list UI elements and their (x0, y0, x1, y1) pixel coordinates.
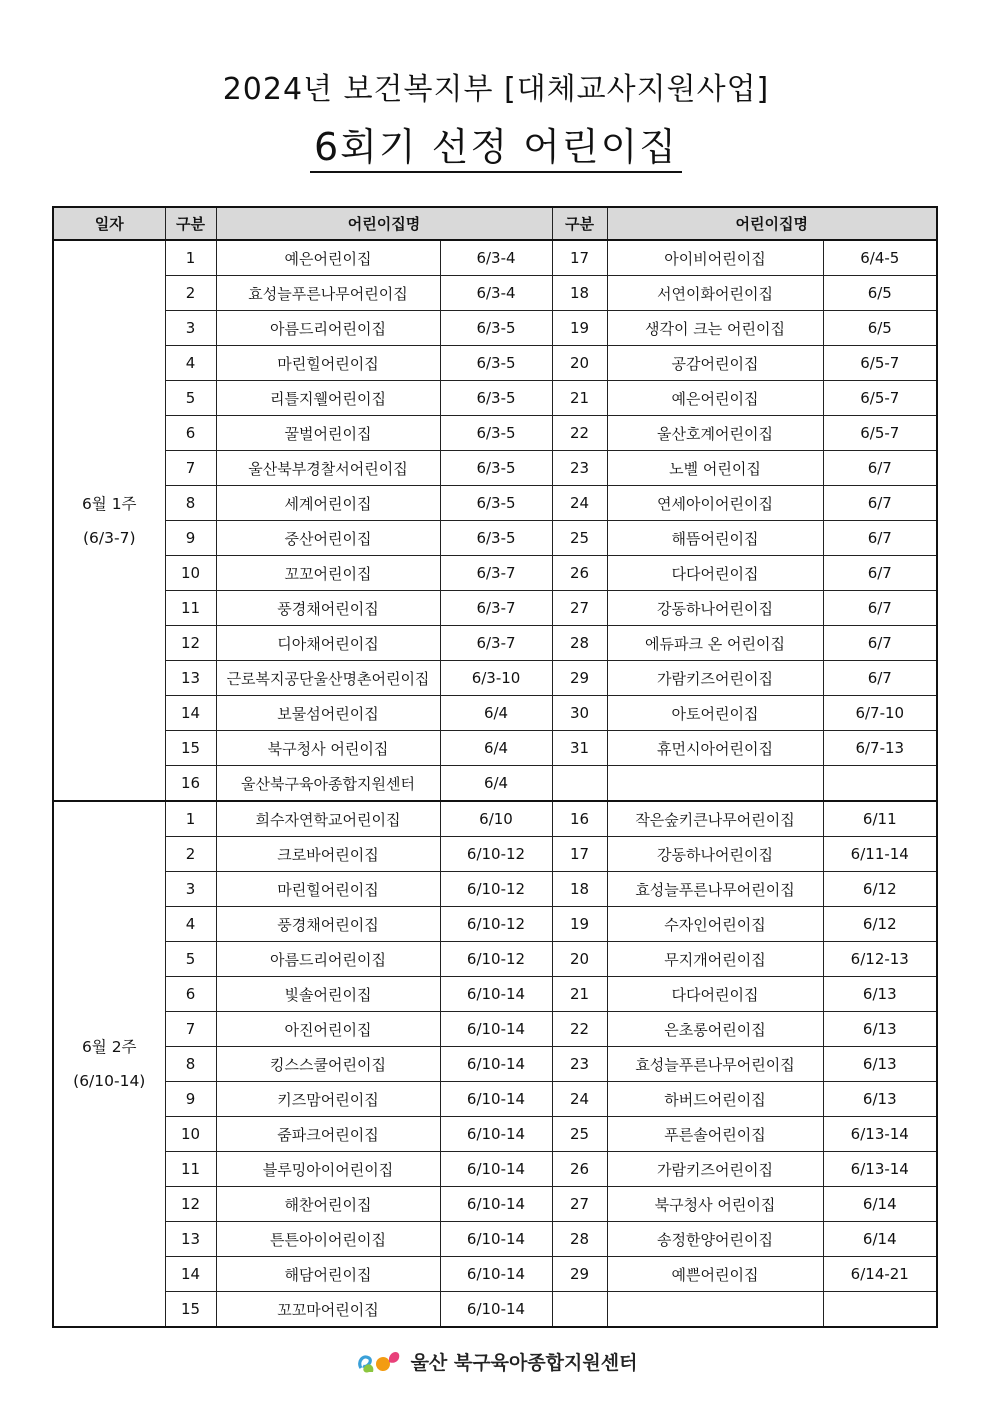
support-dates: 6/3-7 (440, 591, 552, 626)
daycare-name: 울산북구육아종합지원센터 (216, 766, 440, 802)
row-number: 4 (165, 346, 216, 381)
selection-table (52, 206, 938, 1328)
support-dates: 6/3-5 (440, 521, 552, 556)
support-dates: 6/3-5 (440, 381, 552, 416)
row-number: 9 (165, 521, 216, 556)
support-dates: 6/12 (823, 907, 937, 942)
row-number: 25 (552, 521, 607, 556)
table-row (53, 1047, 937, 1082)
support-dates: 6/13 (823, 977, 937, 1012)
daycare-name: 생각이 크는 어린이집 (607, 311, 823, 346)
document-subtitle (0, 116, 992, 171)
table-row (53, 1292, 937, 1328)
daycare-name: 해뜸어린이집 (607, 521, 823, 556)
support-dates: 6/5 (823, 276, 937, 311)
row-number: 26 (552, 556, 607, 591)
table-row (53, 486, 937, 521)
table-row (53, 766, 937, 802)
support-dates: 6/7 (823, 486, 937, 521)
row-number: 2 (165, 276, 216, 311)
daycare-name: 희수자연학교어린이집 (216, 801, 440, 837)
row-number: 23 (552, 1047, 607, 1082)
daycare-name: 아이비어린이집 (607, 240, 823, 276)
row-number: 28 (552, 1222, 607, 1257)
daycare-name (607, 766, 823, 802)
table-row (53, 556, 937, 591)
support-dates: 6/13-14 (823, 1117, 937, 1152)
week-cell (53, 240, 165, 801)
row-number: 2 (165, 837, 216, 872)
support-dates: 6/10-12 (440, 907, 552, 942)
support-dates: 6/7 (823, 591, 937, 626)
support-dates: 6/10-12 (440, 837, 552, 872)
row-number: 7 (165, 451, 216, 486)
row-number: 10 (165, 1117, 216, 1152)
support-dates: 6/3-5 (440, 416, 552, 451)
support-dates: 6/5-7 (823, 346, 937, 381)
row-number: 24 (552, 486, 607, 521)
support-dates (823, 766, 937, 802)
row-number: 22 (552, 416, 607, 451)
row-number: 22 (552, 1012, 607, 1047)
table-row (53, 416, 937, 451)
daycare-name: 꼬꼬마어린이집 (216, 1292, 440, 1328)
support-dates: 6/10-14 (440, 1152, 552, 1187)
table-row (53, 661, 937, 696)
support-dates: 6/10-14 (440, 1187, 552, 1222)
table-row (53, 696, 937, 731)
row-number: 28 (552, 626, 607, 661)
row-number: 15 (165, 731, 216, 766)
row-number: 8 (165, 486, 216, 521)
table-header-row (53, 207, 937, 240)
table-row (53, 591, 937, 626)
row-number: 21 (552, 977, 607, 1012)
support-dates: 6/3-4 (440, 276, 552, 311)
table-row (53, 801, 937, 837)
table-row (53, 346, 937, 381)
daycare-name: 연세아이어린이집 (607, 486, 823, 521)
row-number: 14 (165, 1257, 216, 1292)
daycare-name: 은초롱어린이집 (607, 1012, 823, 1047)
week-label: 6월 2주 (81, 1038, 137, 1056)
daycare-name: 송정한양어린이집 (607, 1222, 823, 1257)
daycare-name: 강동하나어린이집 (607, 591, 823, 626)
row-number: 27 (552, 591, 607, 626)
support-dates: 6/4 (440, 731, 552, 766)
daycare-name: 아토어린이집 (607, 696, 823, 731)
row-number: 15 (165, 1292, 216, 1328)
table-row (53, 1187, 937, 1222)
support-dates: 6/4-5 (823, 240, 937, 276)
daycare-name: 리틀지웰어린이집 (216, 381, 440, 416)
row-number: 8 (165, 1047, 216, 1082)
support-dates: 6/10-12 (440, 872, 552, 907)
support-dates: 6/12 (823, 872, 937, 907)
support-dates: 6/13 (823, 1082, 937, 1117)
support-dates: 6/5-7 (823, 416, 937, 451)
support-dates: 6/10-14 (440, 1117, 552, 1152)
row-number: 5 (165, 381, 216, 416)
support-dates: 6/10-14 (440, 1047, 552, 1082)
daycare-name: 북구청사 어린이집 (607, 1187, 823, 1222)
row-number: 20 (552, 942, 607, 977)
table-row (53, 521, 937, 556)
daycare-name: 휴먼시아어린이집 (607, 731, 823, 766)
row-number: 16 (552, 801, 607, 837)
daycare-name: 아름드리어린이집 (216, 311, 440, 346)
footer (0, 1344, 992, 1378)
row-number: 4 (165, 907, 216, 942)
support-dates: 6/3-5 (440, 311, 552, 346)
row-number: 11 (165, 1152, 216, 1187)
daycare-name: 킹스스쿨어린이집 (216, 1047, 440, 1082)
table-row (53, 1222, 937, 1257)
support-dates: 6/5 (823, 311, 937, 346)
row-number: 24 (552, 1082, 607, 1117)
support-dates: 6/4 (440, 766, 552, 802)
support-dates (823, 1292, 937, 1328)
daycare-name: 줌파크어린이집 (216, 1117, 440, 1152)
row-number: 17 (552, 837, 607, 872)
row-number: 20 (552, 346, 607, 381)
row-number: 11 (165, 591, 216, 626)
table-row (53, 276, 937, 311)
row-number: 6 (165, 416, 216, 451)
daycare-name: 중산어린이집 (216, 521, 440, 556)
daycare-name: 키즈맘어린이집 (216, 1082, 440, 1117)
row-number: 12 (165, 1187, 216, 1222)
row-number: 3 (165, 311, 216, 346)
week-label: 6월 1주 (81, 494, 137, 513)
org-logo (355, 1344, 403, 1378)
row-number: 10 (165, 556, 216, 591)
table-row (53, 1257, 937, 1292)
row-number: 1 (165, 801, 216, 837)
header-name-2: 어린이집명 (607, 207, 937, 240)
support-dates: 6/5-7 (823, 381, 937, 416)
support-dates: 6/7 (823, 661, 937, 696)
daycare-name: 하버드어린이집 (607, 1082, 823, 1117)
row-number: 31 (552, 731, 607, 766)
daycare-name: 아진어린이집 (216, 1012, 440, 1047)
table-row (53, 837, 937, 872)
support-dates: 6/3-5 (440, 451, 552, 486)
table-row (53, 907, 937, 942)
week-cell (53, 801, 165, 1327)
daycare-name: 푸른솔어린이집 (607, 1117, 823, 1152)
table-row (53, 977, 937, 1012)
support-dates: 6/14-21 (823, 1257, 937, 1292)
support-dates: 6/3-7 (440, 626, 552, 661)
week-range: (6/10-14) (73, 1072, 146, 1090)
daycare-name: 수자인어린이집 (607, 907, 823, 942)
support-dates: 6/13-14 (823, 1152, 937, 1187)
row-number: 26 (552, 1152, 607, 1187)
daycare-name: 강동하나어린이집 (607, 837, 823, 872)
document-title: 2024년 보건복지부 [대체교사지원사업] (222, 72, 770, 107)
daycare-name: 작은숲키큰나무어린이집 (607, 801, 823, 837)
row-number: 6 (165, 977, 216, 1012)
daycare-name: 아름드리어린이집 (216, 942, 440, 977)
daycare-name: 가람키즈어린이집 (607, 1152, 823, 1187)
support-dates: 6/14 (823, 1187, 937, 1222)
row-number: 13 (165, 1222, 216, 1257)
support-dates: 6/10-14 (440, 1222, 552, 1257)
daycare-name: 공감어린이집 (607, 346, 823, 381)
row-number: 1 (165, 240, 216, 276)
support-dates: 6/11 (823, 801, 937, 837)
row-number: 29 (552, 661, 607, 696)
header-no: 구분 (165, 207, 216, 240)
support-dates: 6/7 (823, 626, 937, 661)
support-dates: 6/7-13 (823, 731, 937, 766)
daycare-name: 노벨 어린이집 (607, 451, 823, 486)
daycare-name: 울산북부경찰서어린이집 (216, 451, 440, 486)
support-dates: 6/10-14 (440, 1082, 552, 1117)
daycare-name: 서연이화어린이집 (607, 276, 823, 311)
support-dates: 6/10-14 (440, 1292, 552, 1328)
row-number: 17 (552, 240, 607, 276)
daycare-name: 무지개어린이집 (607, 942, 823, 977)
row-number: 18 (552, 872, 607, 907)
row-number: 3 (165, 872, 216, 907)
row-number: 5 (165, 942, 216, 977)
support-dates: 6/13 (823, 1047, 937, 1082)
daycare-name: 다다어린이집 (607, 556, 823, 591)
daycare-name: 세계어린이집 (216, 486, 440, 521)
header-date: 일자 (53, 207, 165, 240)
support-dates: 6/10-14 (440, 1012, 552, 1047)
daycare-name: 마린힐어린이집 (216, 872, 440, 907)
table-row (53, 872, 937, 907)
daycare-name: 예은어린이집 (216, 240, 440, 276)
daycare-name: 빛솔어린이집 (216, 977, 440, 1012)
support-dates: 6/3-5 (440, 486, 552, 521)
daycare-name: 해담어린이집 (216, 1257, 440, 1292)
support-dates: 6/14 (823, 1222, 937, 1257)
week-range: (6/3-7) (83, 528, 136, 547)
row-number: 25 (552, 1117, 607, 1152)
daycare-name: 가람키즈어린이집 (607, 661, 823, 696)
daycare-name: 풍경채어린이집 (216, 907, 440, 942)
table-row (53, 240, 937, 276)
daycare-name: 예쁜어린이집 (607, 1257, 823, 1292)
support-dates: 6/4 (440, 696, 552, 731)
support-dates: 6/10-14 (440, 977, 552, 1012)
row-number: 27 (552, 1187, 607, 1222)
support-dates: 6/7-10 (823, 696, 937, 731)
daycare-name: 예은어린이집 (607, 381, 823, 416)
daycare-name: 튼튼아이어린이집 (216, 1222, 440, 1257)
row-number: 18 (552, 276, 607, 311)
support-dates: 6/7 (823, 521, 937, 556)
subtitle-text: 6회기 선정 어린이집 (310, 125, 682, 173)
daycare-name: 북구청사 어린이집 (216, 731, 440, 766)
table-row (53, 1012, 937, 1047)
support-dates: 6/10-12 (440, 942, 552, 977)
table-row (53, 942, 937, 977)
support-dates: 6/12-13 (823, 942, 937, 977)
row-number: 23 (552, 451, 607, 486)
table-body (53, 240, 937, 1327)
row-number (552, 1292, 607, 1328)
row-number: 19 (552, 311, 607, 346)
support-dates: 6/3-4 (440, 240, 552, 276)
row-number: 7 (165, 1012, 216, 1047)
support-dates: 6/3-5 (440, 346, 552, 381)
table-row (53, 451, 937, 486)
daycare-name: 보물섬어린이집 (216, 696, 440, 731)
row-number: 14 (165, 696, 216, 731)
table-row (53, 1117, 937, 1152)
row-number: 9 (165, 1082, 216, 1117)
daycare-name: 다다어린이집 (607, 977, 823, 1012)
daycare-name: 효성늘푸른나무어린이집 (607, 1047, 823, 1082)
support-dates: 6/3-10 (440, 661, 552, 696)
support-dates: 6/7 (823, 451, 937, 486)
daycare-name (607, 1292, 823, 1328)
row-number: 13 (165, 661, 216, 696)
daycare-name: 효성늘푸른나무어린이집 (216, 276, 440, 311)
daycare-name: 해찬어린이집 (216, 1187, 440, 1222)
table-row (53, 311, 937, 346)
daycare-name: 효성늘푸른나무어린이집 (607, 872, 823, 907)
table-row (53, 1082, 937, 1117)
daycare-name: 마린힐어린이집 (216, 346, 440, 381)
row-number: 16 (165, 766, 216, 802)
row-number: 21 (552, 381, 607, 416)
table-row (53, 1152, 937, 1187)
support-dates: 6/10-14 (440, 1257, 552, 1292)
daycare-name: 풍경채어린이집 (216, 591, 440, 626)
support-dates: 6/7 (823, 556, 937, 591)
daycare-name: 에듀파크 온 어린이집 (607, 626, 823, 661)
daycare-name: 디아채어린이집 (216, 626, 440, 661)
org-name: 울산 북구육아종합지원센터 (410, 1351, 638, 1374)
daycare-name: 크로바어린이집 (216, 837, 440, 872)
support-dates: 6/3-7 (440, 556, 552, 591)
table-row (53, 381, 937, 416)
row-number: 19 (552, 907, 607, 942)
row-number (552, 766, 607, 802)
daycare-name: 블루밍아이어린이집 (216, 1152, 440, 1187)
daycare-name: 근로복지공단울산명촌어린이집 (216, 661, 440, 696)
support-dates: 6/13 (823, 1012, 937, 1047)
row-number: 29 (552, 1257, 607, 1292)
header-name: 어린이집명 (216, 207, 552, 240)
support-dates: 6/11-14 (823, 837, 937, 872)
support-dates: 6/10 (440, 801, 552, 837)
row-number: 30 (552, 696, 607, 731)
table-row (53, 731, 937, 766)
daycare-name: 꼬꼬어린이집 (216, 556, 440, 591)
daycare-name: 울산호계어린이집 (607, 416, 823, 451)
header-no-2: 구분 (552, 207, 607, 240)
daycare-name: 꿀벌어린이집 (216, 416, 440, 451)
table-row (53, 626, 937, 661)
row-number: 12 (165, 626, 216, 661)
